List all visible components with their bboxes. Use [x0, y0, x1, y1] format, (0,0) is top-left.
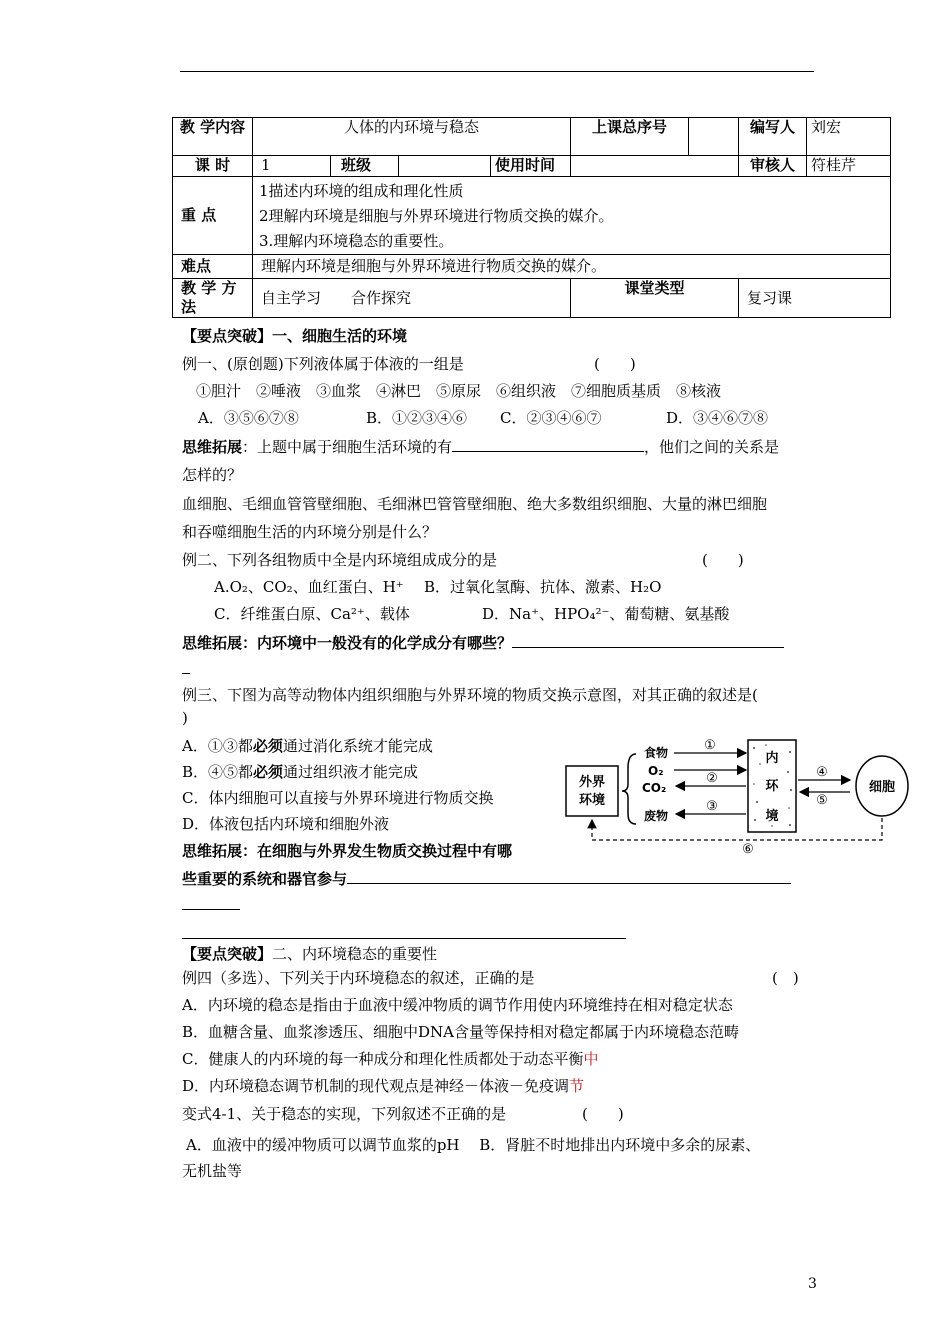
outer-env-label-2: 环境 [578, 793, 606, 808]
example-1-option-c: C．②③④⑥⑦ [500, 409, 602, 427]
option-c-text: C．健康人的内环境的每一种成分和理化性质都处于动态平衡 [182, 1050, 584, 1068]
value-content: 人体的内环境与稳态 [253, 118, 571, 156]
value-author: 刘宏 [807, 118, 891, 156]
variant-4-1-text: 变式4-1、关于稳态的实现，下列叙述不正确的是 [182, 1105, 507, 1123]
option-a-text-2: 通过消化系统才能完成 [282, 737, 433, 755]
answer-blank [182, 895, 240, 910]
lesson-info-table [172, 117, 891, 318]
example-1-answer-paren: ( ) [594, 355, 636, 373]
section-1-tag: 【要点突破】 [182, 327, 273, 345]
key-point-1: 1描述内环境的组成和理化性质 [259, 182, 464, 200]
thinking-1-line-2: 怎样的？ [182, 466, 243, 484]
label-4: ④ [816, 765, 828, 780]
value-period: 1 [253, 156, 331, 177]
example-2-option-b: B．过氧化氢酶、抗体、激素、H₂O [424, 578, 662, 596]
thinking-1-text-a: ：上题中属于细胞生活环境的有 [242, 438, 453, 456]
answer-blank-line [182, 895, 240, 915]
thinking-3-text: 些重要的系统和器官参与 [182, 870, 348, 888]
label-period: 课 时 [173, 156, 253, 177]
section-2-heading [182, 944, 437, 964]
label-2: ② [706, 771, 718, 786]
label-time: 使用时间 [491, 156, 571, 177]
answer-blank-short [182, 659, 190, 679]
example-2-question [182, 550, 744, 570]
internal-env-label-1: 内 [765, 751, 779, 766]
option-d-text: D．内环境稳态调节机制的现代观点是神经－体液－免疫调 [182, 1077, 570, 1095]
value-class-type: 复习课 [739, 279, 891, 318]
section-divider [182, 938, 626, 939]
answer-blank [452, 437, 644, 452]
thinking-2 [182, 633, 784, 653]
waste-label: 废物 [644, 809, 669, 823]
section-2-title: 二、内环境稳态的重要性 [272, 945, 438, 963]
o2-label: O₂ [648, 764, 664, 778]
label-5: ⑤ [816, 793, 828, 808]
example-4-option-a: A．内环境的稳态是指由于血液中缓冲物质的调节作用使内环境维持在相对稳定状态 [182, 996, 733, 1014]
section-2-tag: 【要点突破】 [182, 945, 273, 963]
thinking-1-text-b: ，他们之间的关系是 [644, 438, 780, 456]
co2-label: CO₂ [642, 781, 667, 795]
example-2-options-cd [214, 604, 730, 624]
example-4-option-d [182, 1076, 584, 1096]
option-a-emphasis: 必须 [252, 737, 283, 755]
option-c-red-char: 中 [583, 1050, 599, 1068]
example-4-text: 例四（多选）、下列关于内环境稳态的叙述，正确的是 [182, 969, 535, 987]
thinking-1-line-4: 和吞噬细胞生活的内环境分别是什么？ [182, 523, 438, 541]
example-1-items: ①胆汁 ②唾液 ③血浆 ④淋巴 ⑤原尿 ⑥组织液 ⑦细胞质基质 ⑧核液 [196, 382, 722, 400]
thinking-1-line-1 [182, 437, 779, 457]
thinking-3-line-1: 思维拓展：在细胞与外界发生物质交换过程中有哪 [182, 842, 513, 860]
example-3-question-2: ) [182, 709, 188, 727]
label-class-type: 课堂类型 [571, 279, 739, 318]
label-key-points: 重 点 [173, 177, 253, 255]
example-4-option-b: B．血糖含量、血浆渗透压、细胞中DNA含量等保持相对稳定都属于内环境稳态范畴 [182, 1023, 740, 1041]
answer-blank [182, 659, 190, 674]
example-1-option-b: B．①②③④⑥ [366, 409, 468, 427]
example-4-option-c [182, 1049, 599, 1069]
cell-label: 细胞 [868, 780, 896, 795]
value-class [399, 156, 491, 177]
option-b-emphasis: 必须 [253, 763, 284, 781]
variant-4-1-answer-paren: ( ) [582, 1105, 624, 1123]
example-3-question-1: 例三、下图为高等动物体内组织细胞与外界环境的物质交换示意图，对其正确的叙述是( [182, 686, 758, 704]
example-3-option-a [182, 736, 433, 756]
example-2-option-a: A.O₂、CO₂、血红蛋白、H⁺ [214, 578, 404, 596]
label-reviewer: 审核人 [739, 156, 807, 177]
value-difficulty: 理解内环境是细胞与外界环境进行物质交换的媒介。 [253, 255, 891, 279]
label-method: 教 学 方法 [173, 279, 253, 318]
grouping-brace [622, 754, 636, 824]
thinking-1-label: 思维拓展 [182, 438, 243, 456]
option-d-red-char: 节 [569, 1077, 585, 1095]
label-lesson-number: 上课总序号 [571, 118, 689, 156]
label-3: ③ [706, 799, 718, 814]
variant-4-1-options: A．血液中的缓冲物质可以调节血浆的pH B．肾脏不时地排出内环境中多余的尿素、 [186, 1136, 761, 1154]
example-2-option-d: D．Na⁺、HPO₄²⁻、葡萄糖、氨基酸 [482, 605, 730, 623]
value-time [571, 156, 739, 177]
label-class: 班级 [331, 156, 399, 177]
option-a-text: A．①③都 [182, 737, 253, 755]
label-content: 教 学内容 [173, 118, 253, 156]
value-lesson-number [689, 118, 739, 156]
example-1-option-d: D．③④⑥⑦⑧ [666, 409, 769, 427]
header-rule [180, 71, 814, 72]
example-1-option-a: A．③⑤⑥⑦⑧ [198, 409, 299, 427]
example-2-answer-paren: ( ) [702, 551, 744, 569]
key-point-2: 2理解内环境是细胞与外界环境进行物质交换的媒介。 [259, 207, 614, 225]
arrow-6 [592, 818, 882, 840]
internal-env-label-2: 环 [765, 779, 779, 794]
example-3-option-b [182, 762, 418, 782]
key-points [253, 177, 891, 255]
example-2-options-ab [214, 577, 662, 597]
variant-4-1-question [182, 1104, 624, 1124]
label-difficulty: 难点 [173, 255, 253, 279]
answer-blank [347, 869, 791, 884]
example-2-option-c: C．纤维蛋白原、Ca²⁺、载体 [214, 605, 410, 623]
internal-env-label-3: 境 [765, 809, 779, 824]
outer-env-box [566, 766, 618, 816]
option-b-text: B．④⑤都 [182, 763, 254, 781]
label-1: ① [704, 738, 716, 753]
section-1-title: 一、细胞生活的环境 [272, 327, 408, 345]
example-4-question [182, 968, 799, 988]
page-number: 3 [808, 1276, 817, 1292]
example-3-option-c: C．体内细胞可以直接与外界环境进行物质交换 [182, 789, 494, 807]
example-1-question [182, 354, 636, 374]
example-2-text: 例二、下列各组物质中全是内环境组成成分的是 [182, 551, 498, 569]
thinking-2-text: 思维拓展：内环境中一般没有的化学成分有哪些？ [182, 634, 513, 652]
label-6: ⑥ [742, 842, 754, 857]
thinking-3-line-2 [182, 869, 791, 889]
example-1-options [198, 408, 769, 428]
thinking-1-line-3: 血细胞、毛细血管管壁细胞、毛细淋巴管管壁细胞、绝大多数组织细胞、大量的淋巴细胞 [182, 495, 768, 513]
option-b-text-2: 通过组织液才能完成 [283, 763, 419, 781]
key-point-3: 3.理解内环境稳态的重要性。 [259, 232, 454, 250]
exchange-diagram [560, 728, 910, 858]
example-1-text: 例一、(原创题)下列液体属于体液的一组是 [182, 355, 464, 373]
section-1-heading [182, 326, 407, 346]
food-label: 食物 [644, 746, 669, 760]
value-method: 自主学习 合作探究 [253, 279, 571, 318]
label-author: 编写人 [739, 118, 807, 156]
example-3-option-d: D．体液包括内环境和细胞外液 [182, 815, 390, 833]
example-4-answer-paren: ( ) [772, 969, 799, 987]
variant-4-1-options-cont: 无机盐等 [182, 1162, 243, 1180]
answer-blank [512, 633, 784, 648]
outer-env-label-1: 外界 [578, 775, 606, 790]
value-reviewer: 符桂芹 [807, 156, 891, 177]
